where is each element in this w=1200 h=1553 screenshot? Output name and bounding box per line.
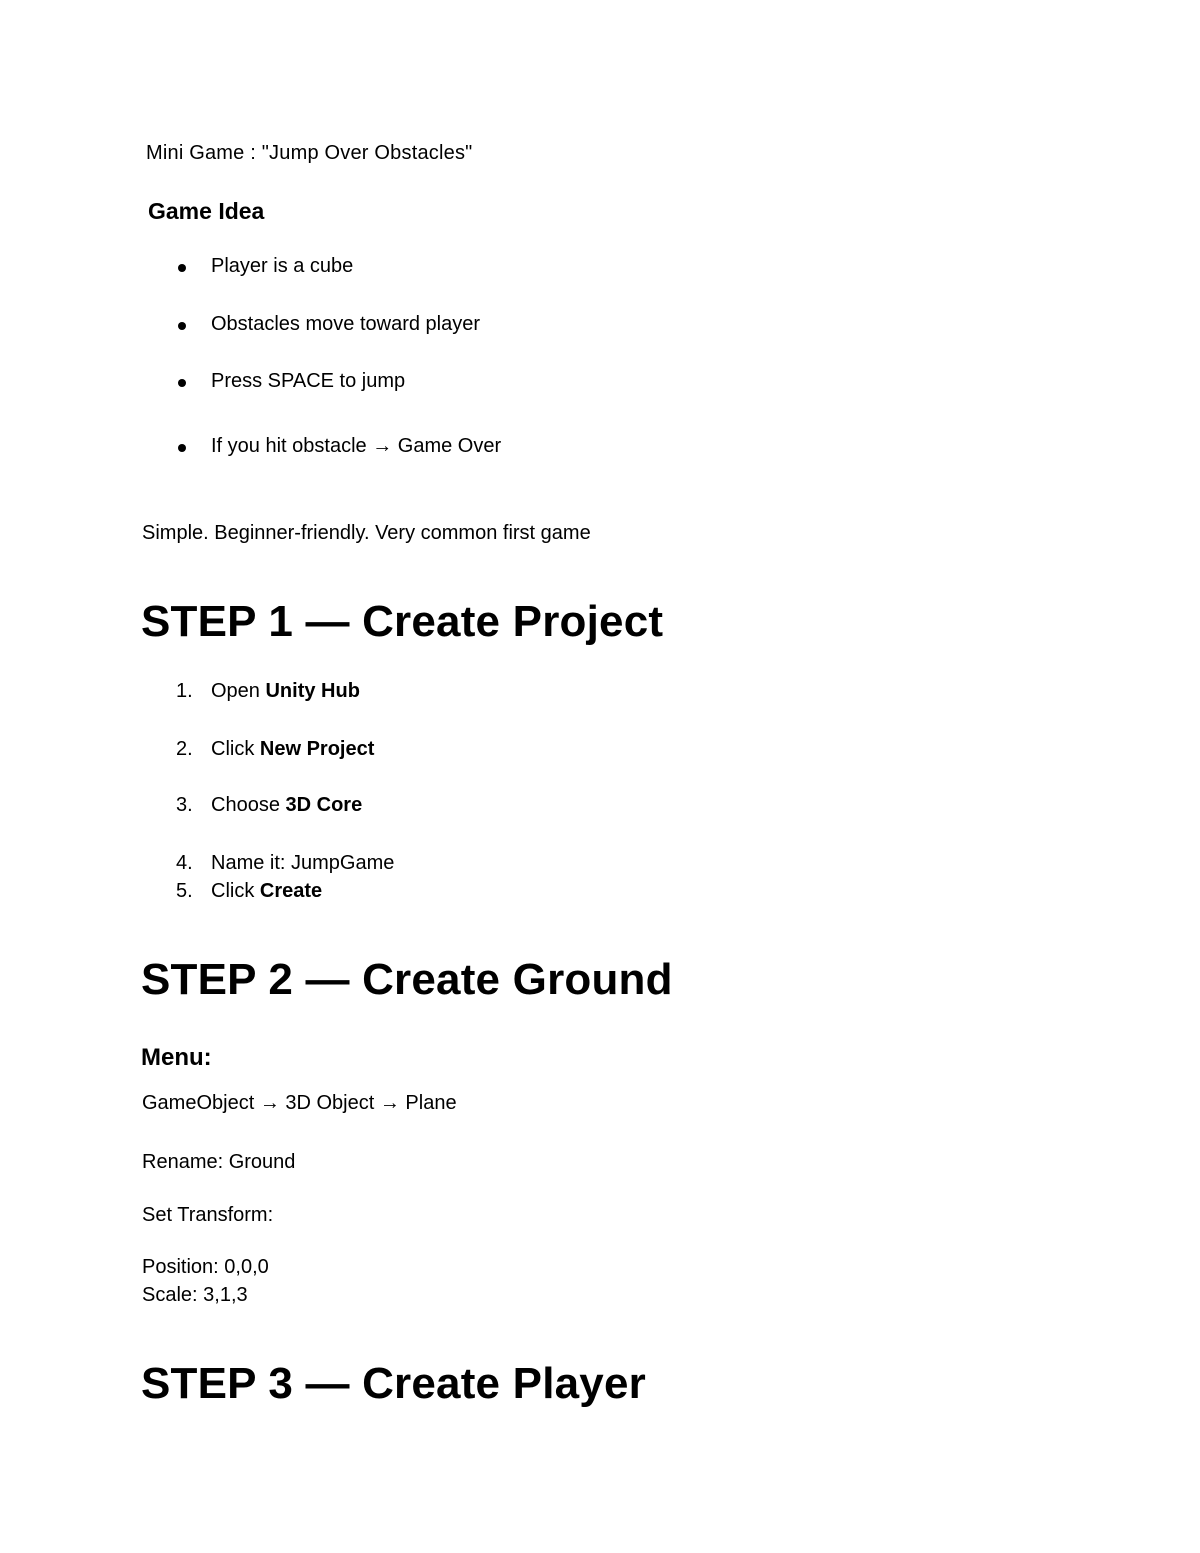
- bullet-text: Obstacles move toward player: [211, 313, 481, 335]
- item-text: Click: [211, 738, 260, 760]
- list-number: 3.: [176, 794, 193, 816]
- game-idea-heading: Game Idea: [148, 198, 265, 224]
- bullet-icon: [178, 322, 186, 330]
- rename-text: Rename: Ground: [142, 1151, 296, 1173]
- step3-heading: STEP 3 — Create Player: [141, 1359, 646, 1408]
- menu-heading: Menu:: [141, 1044, 212, 1071]
- position-text: Position: 0,0,0: [142, 1256, 269, 1278]
- scale-text: Scale: 3,1,3: [142, 1284, 248, 1306]
- bullet-text: If you hit obstacle → Game Over: [211, 435, 502, 457]
- list-number: 4.: [176, 852, 193, 874]
- item-text: Click: [211, 880, 260, 902]
- item-bold-text: Unity Hub: [265, 680, 360, 702]
- item-text: Open: [211, 680, 266, 702]
- item-text: Name it: JumpGame: [211, 852, 395, 874]
- list-number: 5.: [176, 880, 193, 902]
- item-text: Choose: [211, 794, 286, 816]
- bullet-text: Press SPACE to jump: [211, 370, 406, 392]
- list-number: 2.: [176, 738, 193, 760]
- item-bold-text: New Project: [259, 738, 375, 760]
- document-title: Mini Game : "Jump Over Obstacles": [146, 142, 473, 164]
- list-number: 1.: [176, 680, 193, 702]
- menu-path: GameObject → 3D Object → Plane: [142, 1092, 457, 1114]
- bullet-icon: [178, 379, 186, 387]
- bullet-icon: [178, 444, 186, 452]
- step1-heading: STEP 1 — Create Project: [141, 597, 664, 646]
- bullet-text: Player is a cube: [211, 255, 354, 277]
- step2-heading: STEP 2 — Create Ground: [141, 955, 673, 1004]
- item-bold-text: 3D Core: [285, 794, 363, 816]
- game-summary: Simple. Beginner-friendly. Very common first game: [142, 522, 591, 544]
- bullet-icon: [178, 264, 186, 272]
- set-transform-text: Set Transform:: [142, 1204, 274, 1226]
- item-bold-text: Create: [259, 880, 323, 902]
